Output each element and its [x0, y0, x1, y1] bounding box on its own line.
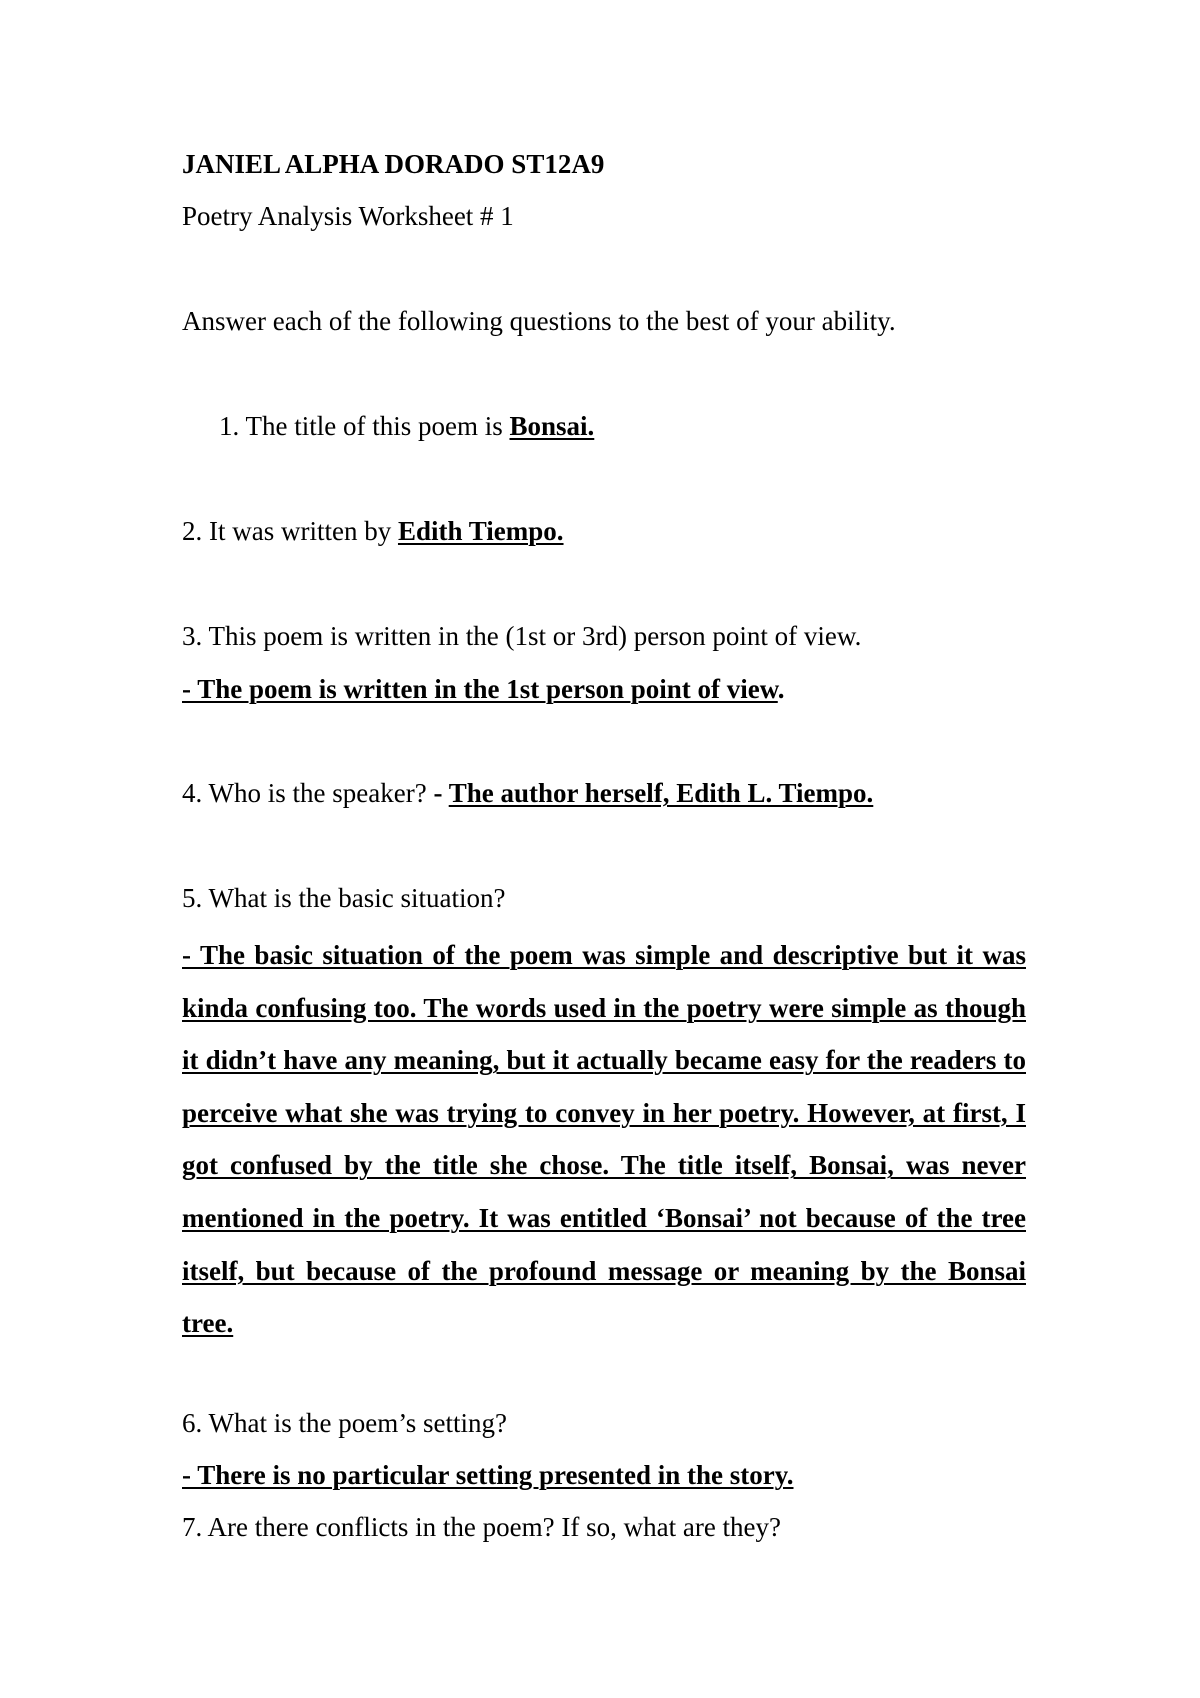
question-3-answer-line [182, 672, 785, 706]
question-4-answer: The author herself, Edith L. Tiempo. [448, 778, 874, 808]
question-3-answer: - The poem is written in the 1st person point of view [182, 674, 778, 704]
question-3-answer-suffix: . [777, 674, 785, 704]
question-4-text: 4. Who is the speaker? [182, 778, 434, 808]
question-1 [219, 409, 594, 443]
student-name: JANIEL ALPHA DORADO ST12A9 [182, 149, 605, 179]
worksheet-title: Poetry Analysis Worksheet # 1 [182, 201, 514, 231]
question-2-text: 2. It was written by [182, 516, 398, 546]
question-6-answer: - There is no particular setting presented in the story. [182, 1460, 794, 1490]
instructions: Answer each of the following questions to the best of your ability. [182, 306, 896, 336]
question-4 [182, 776, 873, 810]
question-1-answer: Bonsai. [509, 411, 595, 441]
question-6: 6. What is the poem’s setting? [182, 1408, 507, 1438]
question-4-answer-prefix: - [433, 778, 449, 808]
question-2-answer: Edith Tiempo. [397, 516, 564, 546]
document-page [182, 0, 1026, 1698]
question-5-answer: - The basic situation of the poem was simple and descriptive but it was kinda confusing too. The words used in the poetry were simple as though it didn’t have any meaning, but it actually became easy for the readers to perceive what she was trying to convey in her poetry. However, at first, I got confused by the title she chose. The title itself, Bonsai, was never mentioned in the poetry. It was entitled ‘Bonsai’ not because of the tree itself, but because of the profound message or meaning by the Bonsai tree. [182, 940, 1026, 1339]
question-1-text: 1. The title of this poem is [219, 411, 510, 441]
question-5: 5. What is the basic situation? [182, 883, 506, 913]
question-2 [182, 514, 564, 548]
question-3: 3. This poem is written in the (1st or 3rd) person point of view. [182, 621, 862, 651]
question-7: 7. Are there conflicts in the poem? If so, what are they? [182, 1512, 782, 1542]
